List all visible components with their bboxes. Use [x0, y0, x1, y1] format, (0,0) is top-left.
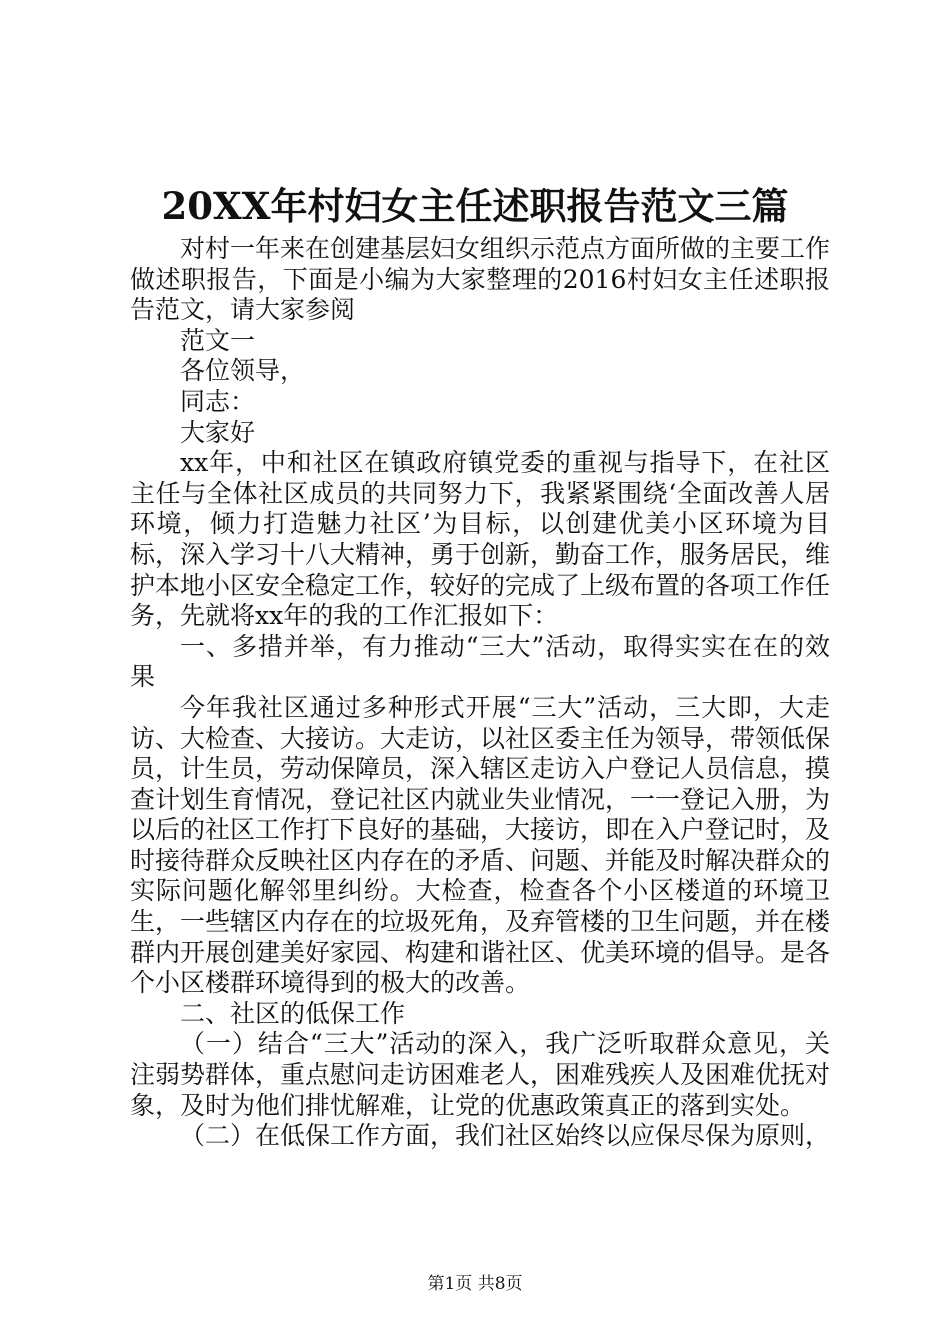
document-body	[130, 234, 830, 1152]
section-heading: 一、多措并举，有力推动“三大”活动，取得实实在在的效果	[130, 631, 830, 692]
salutation-line: 各位领导，	[180, 356, 306, 386]
page-footer: 第1页 共8页	[427, 1274, 523, 1294]
body-paragraph: xx年，中和社区在镇政府镇党委的重视与指导下，在社区主任与全体社区成员的共同努力下，我紧紧围绕‘全面改善人居环境，倾力打造魅力社区’为目标，以创建优美小区环境为目标，深入学习十八大精神，勇于创新，勤奋工作，服务居民，维护本地小区安全稳定工作，较好的完成了上级布置的各项工作任务，先就将xx年的我的工作汇报如下：	[130, 448, 831, 631]
salutation-line: 同志：	[180, 386, 256, 416]
intro-paragraph: 对村一年来在创建基层妇女组织示范点方面所做的主要工作做述职报告，下面是小编为大家整理的2016村妇女主任述职报告范文，请大家参阅	[130, 234, 831, 325]
section-label: 范文一	[180, 325, 256, 355]
document-title: 20XX年村妇女主任述职报告范文三篇	[161, 184, 789, 228]
body-paragraph: （一）结合“三大”活动的深入，我广泛听取群众意见，关注弱势群体，重点慰问走访困难老人，困难残疾人及困难优抚对象，及时为他们排忧解难，让党的优惠政策真正的落到实处。	[130, 1029, 831, 1120]
greeting-line: 大家好	[180, 417, 256, 447]
body-paragraph: （二）在低保工作方面，我们社区始终以应保尽保为原则，	[180, 1121, 831, 1151]
body-paragraph: 今年我社区通过多种形式开展“三大”活动，三大即，大走访、大检查、大接访。大走访，以社区委主任为领导，带领低保员，计生员，劳动保障员，深入辖区走访入户登记人员信息，摸查计划生育情况，登记社区内就业失业情况，一一登记入册，为以后的社区工作打下良好的基础，大接访，即在入户登记时，及时接待群众反映社区内存在的矛盾、问题、并能及时解决群众的实际问题化解邻里纠纷。大检查，检查各个小区楼道的环境卫生，一些辖区内存在的垃圾死角，及弃管楼的卫生问题，并在楼群内开展创建美好家园、构建和谐社区、优美环境的倡导。是各个小区楼群环境得到的极大的改善。	[130, 692, 831, 998]
section-heading: 二、社区的低保工作	[180, 998, 406, 1028]
